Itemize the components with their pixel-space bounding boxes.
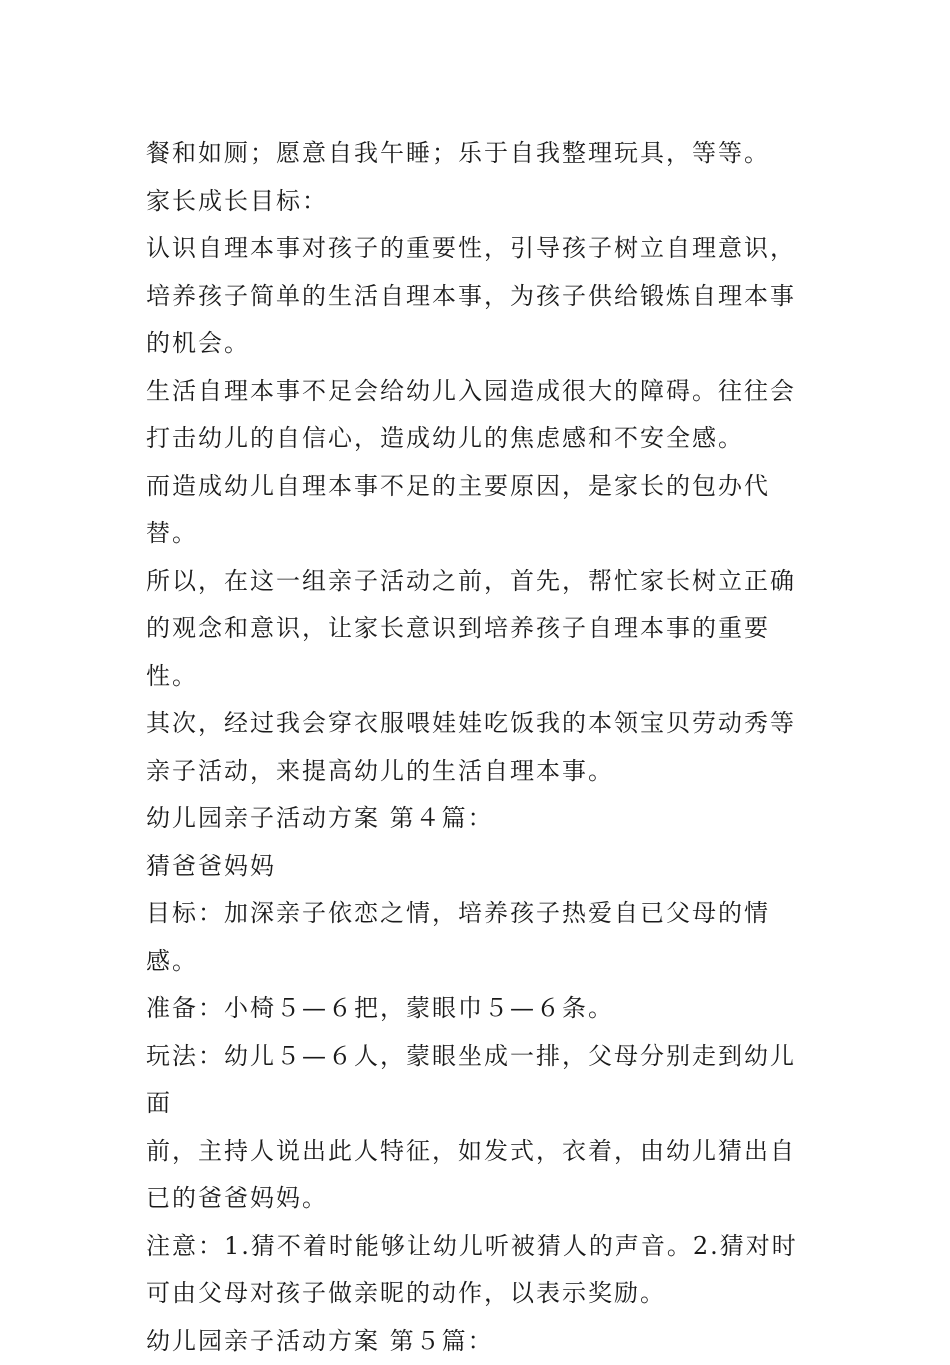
paragraph-parent-goal-heading: 家长成长目标： bbox=[146, 178, 811, 226]
activity-preparation: 准备：小椅５—６把，蒙眼巾５—６条。 bbox=[146, 985, 811, 1033]
section-heading-5: 幼儿园亲子活动方案 第５篇： bbox=[146, 1318, 811, 1365]
paragraph-parent-goal: 认识自理本事对孩子的重要性，引导孩子树立自理意识， 培养孩子简单的生活自理本事，为孩子供给锻炼自理本事 的机会。 bbox=[146, 225, 811, 368]
paragraph-obstacle: 生活自理本事不足会给幼儿入园造成很大的障碍。往往会 打击幼儿的自信心，造成幼儿的焦虑感和不安全感。 bbox=[146, 368, 811, 463]
paragraph-self-care-end: 餐和如厕；愿意自我午睡；乐于自我整理玩具，等等。 bbox=[146, 130, 811, 178]
section-heading-4: 幼儿园亲子活动方案 第４篇： bbox=[146, 795, 811, 843]
activity-title: 猜爸爸妈妈 bbox=[146, 843, 811, 891]
paragraph-cause: 而造成幼儿自理本事不足的主要原因，是家长的包办代替。 所以，在这一组亲子活动之前，首先，帮忙家长树立正确 的观念和意识，让家长意识到培养孩子自理本事的重要性。 其次，经过我会穿衣服喂娃娃吃饭我的本领宝贝劳动秀等 亲子活动，来提高幼儿的生活自理本事。 bbox=[146, 463, 811, 796]
document-body bbox=[146, 130, 811, 1365]
activity-rules: 玩法：幼儿５—６人，蒙眼坐成一排，父母分别走到幼儿面 前，主持人说出此人特征，如发式，衣着，由幼儿猜出自 已的爸爸妈妈。 bbox=[146, 1033, 811, 1223]
activity-goal: 目标：加深亲子依恋之情，培养孩子热爱自已父母的情感。 bbox=[146, 890, 811, 985]
activity-notes: 注意：1.猜不着时能够让幼儿听被猜人的声音。2.猜对时 可由父母对孩子做亲昵的动作，以表示奖励。 bbox=[146, 1223, 811, 1318]
